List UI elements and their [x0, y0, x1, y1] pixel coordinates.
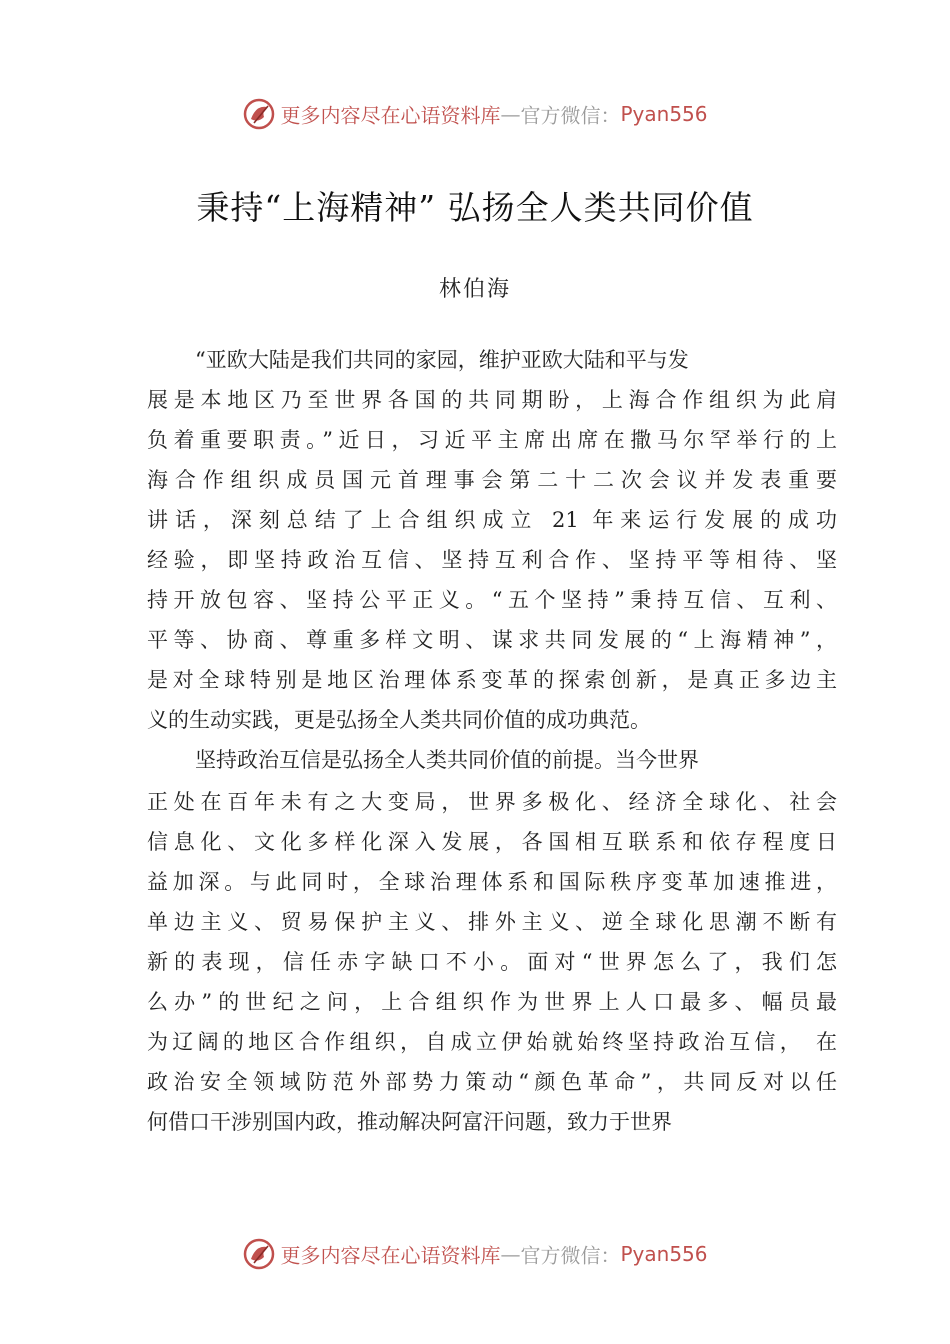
article-body	[147, 340, 837, 1142]
body-line: 讲话，深刻总结了上合组织成立 21 年来运行发展的成功	[147, 508, 837, 532]
body-line: 经验，即坚持政治互信、坚持互利合作、坚持平等相待、坚	[147, 548, 837, 572]
body-line: 海合作组织成员国元首理事会第二十二次会议并发表重要	[147, 468, 837, 492]
body-line: 是对全球特别是地区治理体系变革的探索创新，是真正多边主	[147, 668, 837, 692]
body-line: 益加深。与此同时，全球治理体系和国际秩序变革加速推进，	[147, 870, 837, 894]
article-title: 秉持“上海精神” 弘扬全人类共同价值	[196, 188, 754, 227]
article-author: 林伯海	[438, 277, 511, 302]
body-line: 义的生动实践，更是弘扬全人类共同价值的成功典范。	[147, 708, 651, 732]
body-line: “亚欧大陆是我们共同的家园，维护亚欧大陆和平与发	[195, 348, 689, 372]
watermark-separator: —	[500, 102, 521, 126]
body-line: 正处在百年未有之大变局，世界多极化、经济全球化、社会	[147, 790, 837, 814]
watermark-wechat-id: Pyan556	[620, 102, 708, 126]
red-chinese-seal-icon	[242, 97, 276, 131]
watermark-footer	[0, 1237, 950, 1271]
body-line: 持开放包容、坚持公平正义。“五个坚持”秉持互信、互利、	[147, 588, 837, 612]
body-line: 负着重要职责。”近日，习近平主席出席在撒马尔罕举行的上	[147, 428, 837, 452]
body-line: 为辽阔的地区合作组织，自成立伊始就始终坚持政治互信， 在	[147, 1030, 837, 1054]
body-line: 平等、协商、尊重多样文明、谋求共同发展的“上海精神”，	[147, 628, 837, 652]
watermark-wechat-id: Pyan556	[620, 1242, 708, 1266]
body-line: 新的表现，信任赤字缺口不小。面对“世界怎么了，我们怎	[147, 950, 837, 974]
body-line: 坚持政治互信是弘扬全人类共同价值的前提。当今世界	[195, 748, 699, 772]
watermark-main-text: 更多内容尽在心语资料库	[280, 103, 501, 128]
body-line: 何借口干涉别国内政，推动解决阿富汗问题，致力于世界	[147, 1110, 672, 1134]
body-line: 展是本地区乃至世界各国的共同期盼，上海合作组织为此肩	[147, 388, 837, 412]
watermark-header	[0, 97, 950, 131]
body-line: 单边主义、贸易保护主义、排外主义、逆全球化思潮不断有	[147, 910, 837, 934]
red-chinese-seal-icon	[242, 1237, 276, 1271]
watermark-main-text: 更多内容尽在心语资料库	[280, 1243, 501, 1268]
body-line: 政治安全领域防范外部势力策动“颜色革命”，共同反对以任	[147, 1070, 837, 1094]
watermark-label: 官方微信：	[520, 1243, 621, 1268]
watermark-label: 官方微信：	[520, 103, 621, 128]
watermark-separator: —	[500, 1242, 521, 1266]
body-line: 么办”的世纪之问，上合组织作为世界上人口最多、幅员最	[147, 990, 837, 1014]
body-line: 信息化、文化多样化深入发展，各国相互联系和依存程度日	[147, 830, 837, 854]
